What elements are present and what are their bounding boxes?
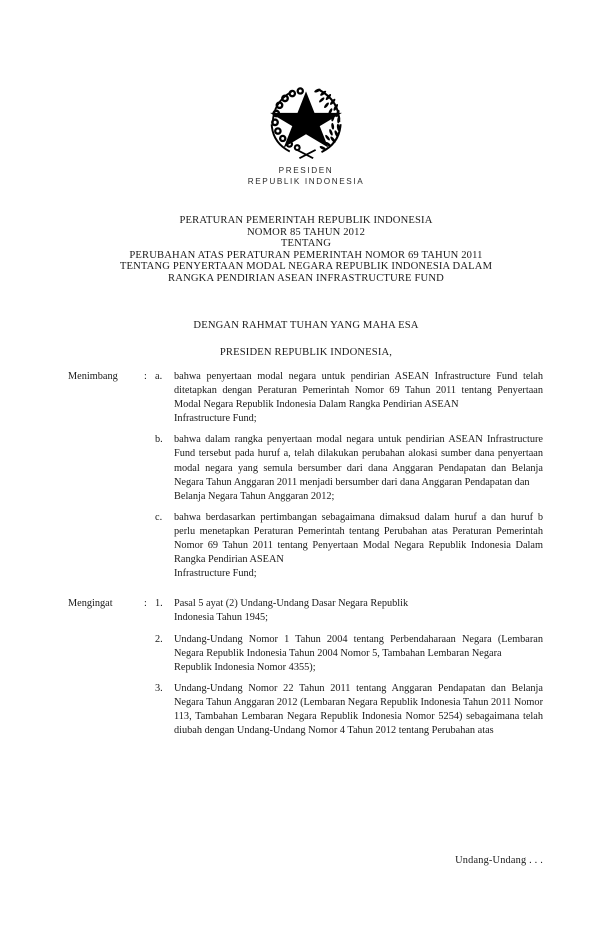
section-colon-menimbang: : xyxy=(144,371,147,382)
clause-text: Pasal 5 ayat (2) Undang-Undang Dasar Negara Republik xyxy=(174,598,409,610)
section-mengingat xyxy=(0,597,612,738)
footer-catchword: Undang-Undang . . . xyxy=(455,855,543,866)
title-line-3: TENTANG xyxy=(280,238,332,250)
title-line-5: TENTANG PENYERTAAN MODAL NEGARA REPUBLIK INDONESIA DALAM xyxy=(119,261,493,273)
clause-marker: 3. xyxy=(155,682,163,694)
preamble-authority: PRESIDEN REPUBLIK INDONESIA, xyxy=(219,347,393,358)
section-label-menimbang: Menimbang xyxy=(68,371,118,382)
section-menimbang xyxy=(0,370,612,581)
clause-text: bahwa penyertaan modal negara untuk pendirian ASEAN Infrastructure Fund telah ditetapkan dengan Peraturan Pemerintah Nomor 69 Tahun 2011 tentang Penyertaan Modal Negara Republik Indonesia Dalam Rangka Pendirian ASEAN xyxy=(174,371,543,411)
clause-text: Undang-Undang Nomor 22 Tahun 2011 tentang Anggaran Pendapatan dan Belanja Negara Tahun Anggaran 2012 (Lembaran Negara Republik Indonesia Tahun 2011 Nomor 113, Tambahan Lembaran Negara Republik Indonesia Nomor 5254) sebagaimana telah diubah dengan Undang-Undang Nomor 4 Tahun 2012 tentang Perubahan atas xyxy=(174,682,543,737)
clause-item xyxy=(0,370,612,426)
spacer xyxy=(0,581,612,597)
clause-marker: c. xyxy=(155,511,163,523)
clause-text: bahwa dalam rangka penyertaan modal negara untuk pendirian ASEAN Infrastructure Fund tersebut pada huruf a, telah dilakukan perubahan alokasi sumber dana penyertaan modal negara yang semula bersumber dari dana Anggaran Pendapatan dan Belanja Negara Tahun Anggaran 2011 menjadi bersumber dari dana Anggaran Pendapatan dan xyxy=(174,434,543,488)
section-label-mengingat: Mengingat xyxy=(68,598,113,610)
clause-item xyxy=(0,511,612,581)
presidential-emblem-block xyxy=(0,78,612,187)
clause-text: bahwa berdasarkan pertimbangan sebagaimana dimaksud dalam huruf a dan huruf b perlu menetapkan Peraturan Pemerintah tentang Perubahan atas Peraturan Pemerintah Nomor 69 Tahun 2011 tentang Penyertaan Modal Negara Republik Indonesia Dalam Rangka Pendirian ASEAN xyxy=(174,511,543,566)
section-colon-mengingat: : xyxy=(144,598,147,610)
indonesian-presidential-seal-icon xyxy=(258,78,354,160)
clause-text-tail: Republik Indonesia Nomor 4355); xyxy=(174,661,316,673)
clause-body xyxy=(0,370,612,738)
title-line-1: PERATURAN PEMERINTAH REPUBLIK INDONESIA xyxy=(179,215,433,226)
clause-text-tail: Belanja Negara Tahun Anggaran 2012; xyxy=(174,490,335,502)
clause-text-tail: Indonesia Tahun 1945; xyxy=(174,612,269,624)
clause-text: Undang-Undang Nomor 1 Tahun 2004 tentang Perbendaharaan Negara (Lembaran Negara Republik Indonesia Tahun 2004 Nomor 5, Tambahan Lembaran Negara xyxy=(174,633,543,659)
document-title-block xyxy=(0,215,612,285)
clause-text-tail: Infrastructure Fund; xyxy=(174,413,257,425)
spacer xyxy=(0,675,612,682)
clause-marker: 2. xyxy=(155,633,163,645)
emblem-caption-line-1: PRESIDEN xyxy=(278,166,334,175)
spacer xyxy=(0,426,612,433)
spacer xyxy=(0,626,612,633)
preamble-blessing: DENGAN RAHMAT TUHAN YANG MAHA ESA xyxy=(193,320,419,331)
clause-item xyxy=(0,433,612,503)
clause-marker: a. xyxy=(155,371,163,382)
clause-marker: 1. xyxy=(155,598,163,610)
title-line-6: RANGKA PENDIRIAN ASEAN INFRASTRUCTURE FUND xyxy=(168,272,444,284)
emblem-caption-line-2: REPUBLIK INDONESIA xyxy=(247,176,365,186)
title-line-4: PERUBAHAN ATAS PERATURAN PEMERINTAH NOMOR 69 TAHUN 2011 xyxy=(129,249,483,261)
title-line-2: NOMOR 85 TAHUN 2012 xyxy=(246,226,366,238)
clause-item xyxy=(0,633,612,675)
emblem-caption xyxy=(0,166,612,187)
clause-item xyxy=(0,597,612,625)
clause-text-tail: Infrastructure Fund; xyxy=(174,568,257,580)
clause-item xyxy=(0,682,612,738)
clause-marker: b. xyxy=(155,434,163,446)
spacer xyxy=(0,504,612,511)
